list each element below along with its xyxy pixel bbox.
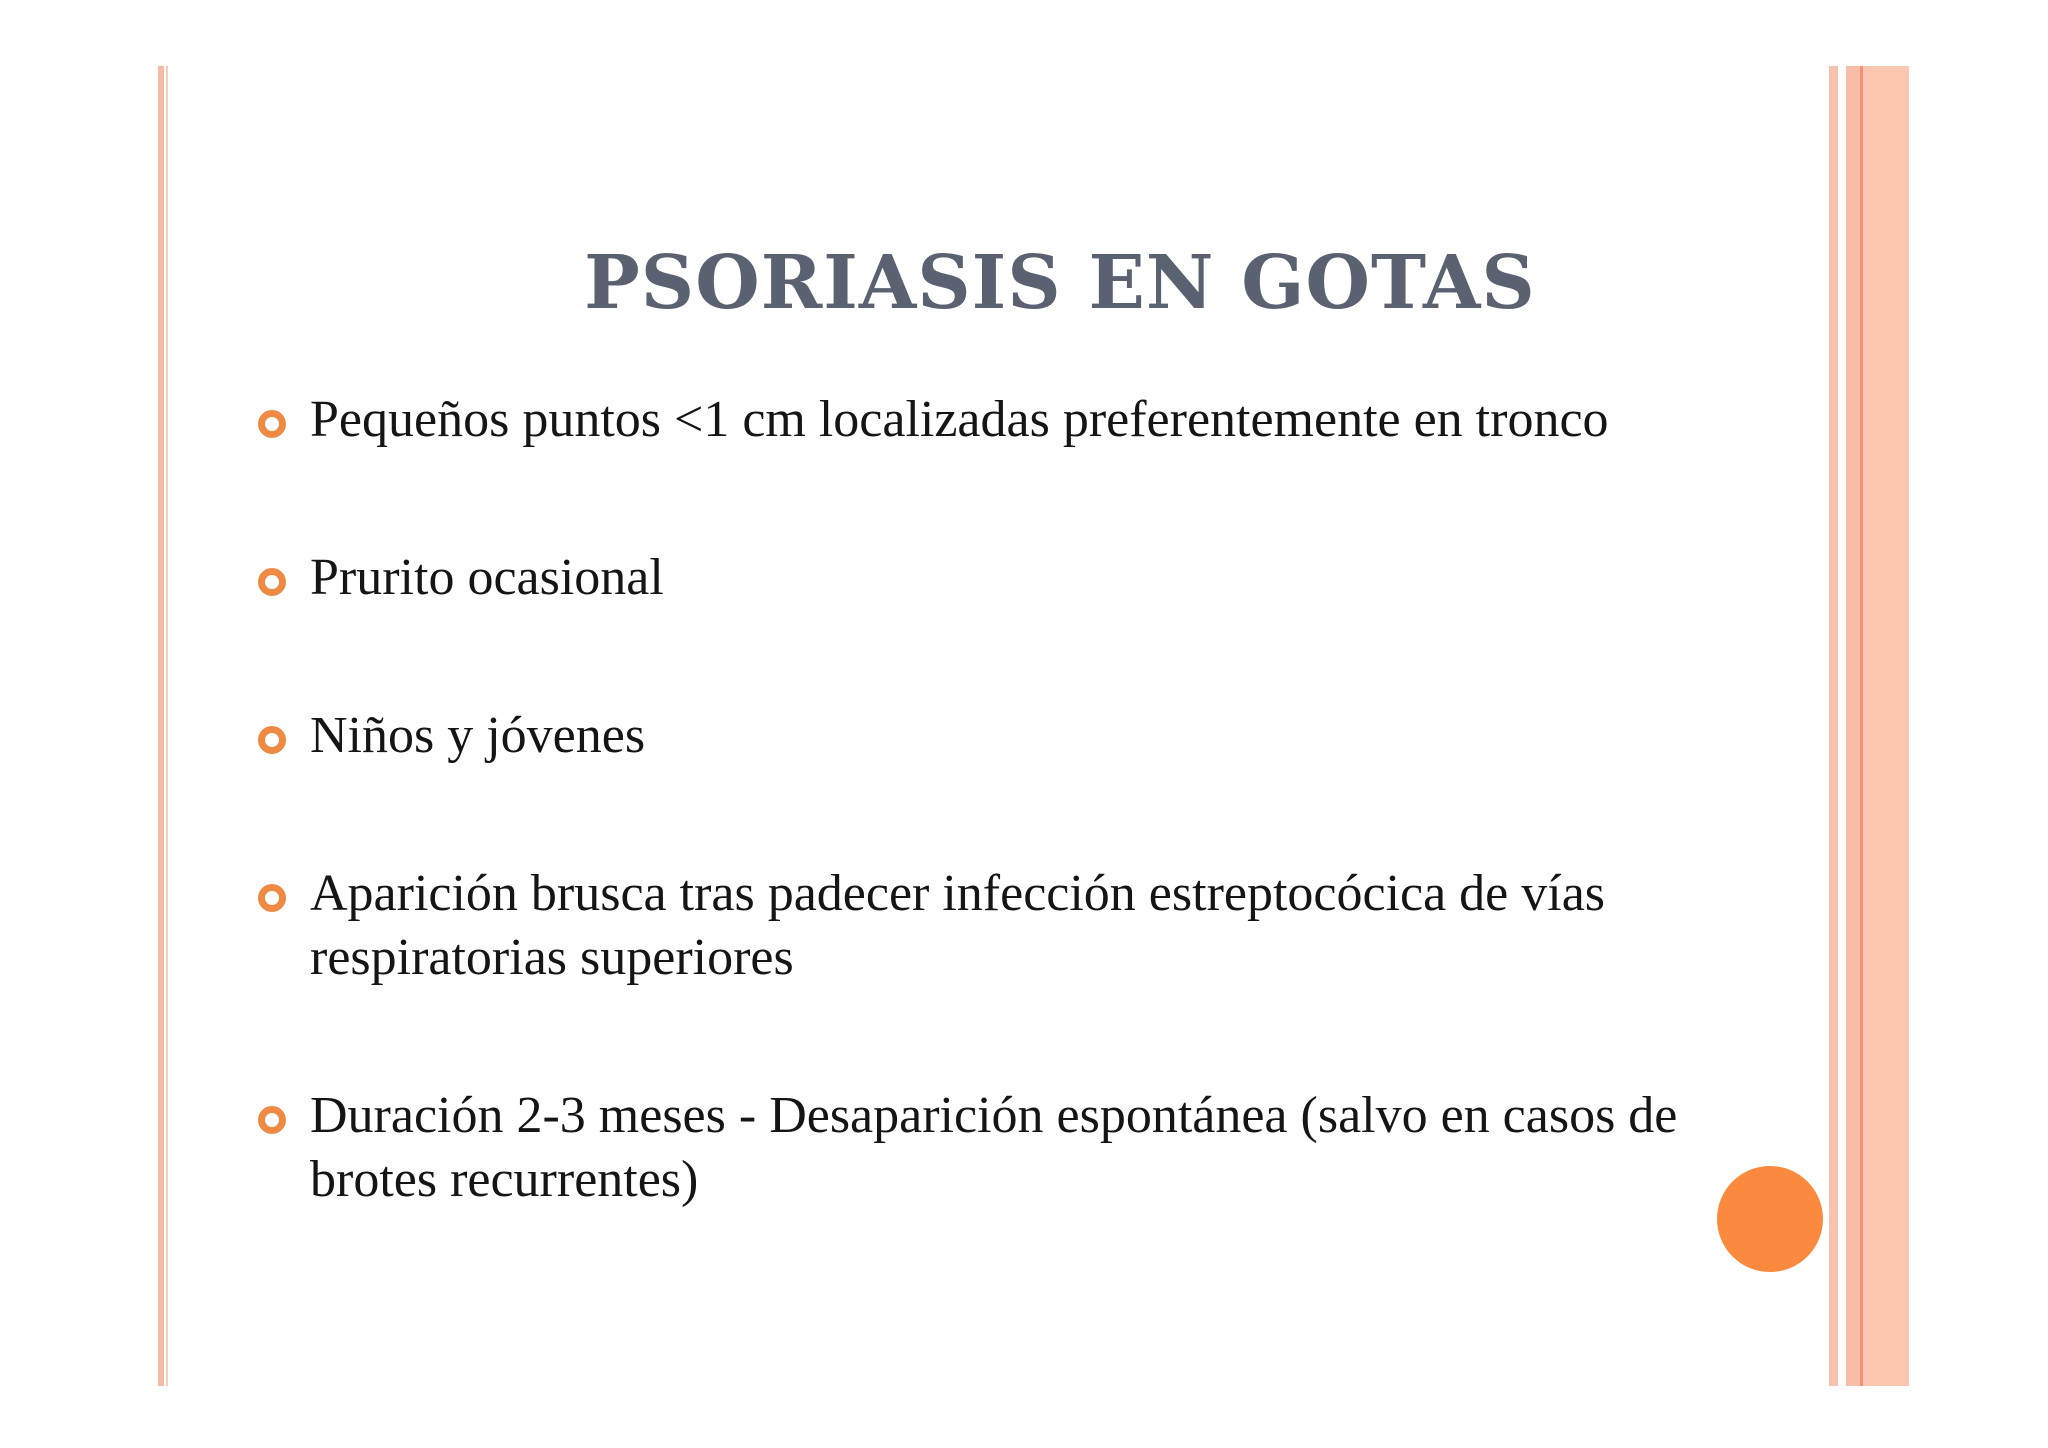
left-stripe-2: [166, 66, 168, 1386]
bullet-text-5: Duración 2-3 meses - Desaparición espontánea (salvo en casos de brotes recurrentes): [310, 1087, 1678, 1208]
bullet-list: [250, 388, 1730, 1212]
orange-circle-icon: [1717, 1166, 1823, 1272]
right-stripe-5: [1867, 66, 1909, 1386]
bullet-item-5: [250, 1084, 1730, 1212]
bullet-text-1: Pequeños puntos <1 cm localizadas preferentemente en tronco: [310, 391, 1609, 448]
bullet-item-1: [250, 388, 1730, 452]
bullet-item-3: [250, 704, 1730, 768]
right-stripe-1: [1829, 66, 1838, 1386]
ring-bullet-icon: [258, 568, 286, 596]
bullet-item-4: [250, 862, 1730, 990]
bullet-text-2: Prurito ocasional: [310, 549, 664, 606]
ring-bullet-icon: [258, 1106, 286, 1134]
bullet-text-3: Niños y jóvenes: [310, 707, 646, 764]
right-stripe-2: [1846, 66, 1860, 1386]
ring-bullet-icon: [258, 410, 286, 438]
bullet-text-4: Aparición brusca tras padecer infección estreptocócica de vías respiratorias superiores: [310, 865, 1606, 986]
left-stripe-1: [158, 66, 164, 1386]
bullet-item-2: [250, 546, 1730, 610]
ring-bullet-icon: [258, 726, 286, 754]
slide-title: PSORIASIS EN GOTAS: [584, 240, 1536, 326]
ring-bullet-icon: [258, 884, 286, 912]
